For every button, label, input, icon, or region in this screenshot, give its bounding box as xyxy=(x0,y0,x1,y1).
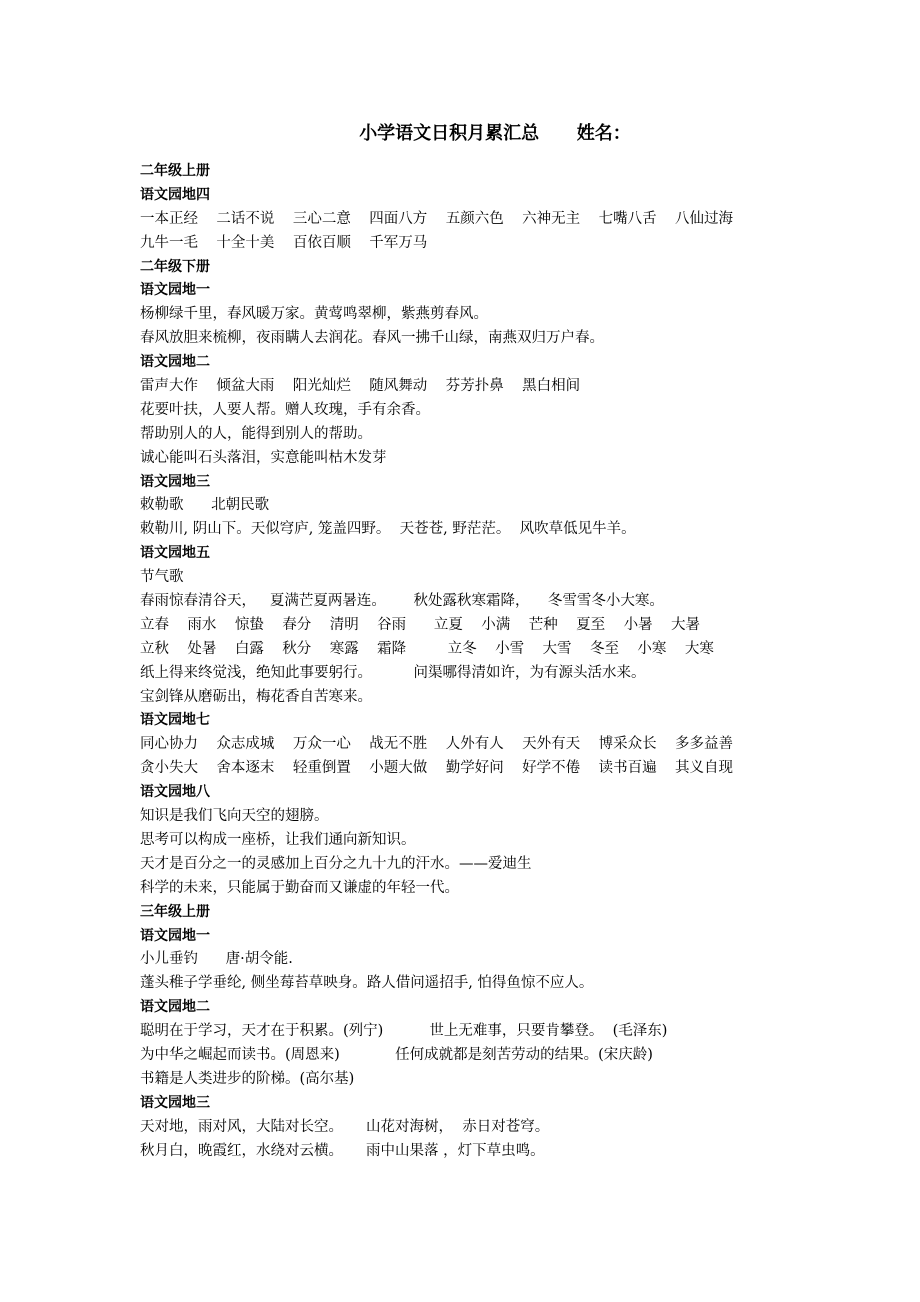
text-line: 立秋 处暑 白露 秋分 寒露 霜降 立冬 小雪 大雪 冬至 小寒 大寒 xyxy=(140,640,714,657)
text-line: 诚心能叫石头落泪，实意能叫枯木发芽 xyxy=(140,449,387,466)
text-line: 科学的未来，只能属于勤奋而又谦虚的年轻一代。 xyxy=(140,879,459,896)
text-line: 书籍是人类进步的阶梯。(高尔基) xyxy=(140,1070,355,1087)
text-line: 一本正经 二话不说 三心二意 四面八方 五颜六色 六神无主 七嘴八舌 八仙过海 xyxy=(140,210,734,227)
text-line: 纸上得来终觉浅，绝知此事要躬行。 问渠哪得清如许，为有源头活水来。 xyxy=(140,664,646,681)
text-line: 秋月白，晚霞红，水绕对云横。 雨中山果落 ，灯下草虫鸣。 xyxy=(140,1142,545,1159)
text-line: 敕勒川, 阴山下。天似穹庐, 笼盖四野。 天苍苍, 野茫茫。 风吹草低见牛羊。 xyxy=(140,521,636,538)
text-line: 春风放胆来梳柳，夜雨瞒人去润花。春风一拂千山绿，南燕双归万户春。 xyxy=(140,330,604,347)
text-line: 天才是百分之一的灵感加上百分之九十九的汗水。——爱迪生 xyxy=(140,855,532,872)
text-line: 思考可以构成一座桥，让我们通向新知识。 xyxy=(140,831,416,848)
section-heading: 语文园地三 xyxy=(140,1094,210,1111)
section-heading: 语文园地四 xyxy=(140,186,210,203)
text-line: 蓬头稚子学垂纶, 侧坐莓苔草映身。路人借问遥招手, 怕得鱼惊不应人。 xyxy=(140,975,594,992)
text-line: 帮助别人的人，能得到别人的帮助。 xyxy=(140,425,372,442)
text-line: 敕勒歌 北朝民歌 xyxy=(140,497,270,514)
grade-heading: 三年级上册 xyxy=(140,903,210,920)
text-line: 春雨惊春清谷天， 夏满芒夏两暑连。 秋处露秋寒霜降， 冬雪雪冬小大寒。 xyxy=(140,593,664,610)
text-line: 节气歌 xyxy=(140,569,184,586)
section-heading: 语文园地一 xyxy=(140,927,210,944)
text-line: 贪小失大 舍本逐末 轻重倒置 小题大做 勤学好问 好学不倦 读书百遍 其义自现 xyxy=(140,760,734,777)
text-line: 杨柳绿千里，春风暖万家。黄莺鸣翠柳，紫燕剪春风。 xyxy=(140,306,488,323)
section-heading: 语文园地二 xyxy=(140,354,210,371)
section-heading: 语文园地八 xyxy=(140,784,210,801)
text-line: 同心协力 众志成城 万众一心 战无不胜 人外有人 天外有天 博采众长 多多益善 xyxy=(140,736,734,753)
text-line: 聪明在于学习，天才在于积累。(列宁) 世上无难事，只要肯攀登。 (毛泽东) xyxy=(140,1023,668,1040)
document-title: 小学语文日积月累汇总 姓名： xyxy=(359,123,631,144)
text-line: 小儿垂钓 唐·胡令能. xyxy=(140,951,293,968)
document-page xyxy=(140,122,840,1163)
section-heading: 语文园地一 xyxy=(140,282,210,299)
grade-heading: 二年级下册 xyxy=(140,258,210,275)
section-heading: 语文园地七 xyxy=(140,712,210,729)
text-line: 宝剑锋从磨砺出，梅花香自苦寒来。 xyxy=(140,688,372,705)
text-line: 九牛一毛 十全十美 百依百顺 千军万马 xyxy=(140,234,428,251)
section-heading: 语文园地三 xyxy=(140,473,210,490)
text-line: 为中华之崛起而读书。(周恩来) 任何成就都是刻苦劳动的结果。(宋庆龄) xyxy=(140,1046,653,1063)
section-heading: 语文园地二 xyxy=(140,999,210,1016)
text-line: 天对地，雨对风，大陆对长空。 山花对海树， 赤日对苍穹。 xyxy=(140,1118,550,1135)
section-heading: 语文园地五 xyxy=(140,545,210,562)
text-line: 知识是我们飞向天空的翅膀。 xyxy=(140,808,329,825)
text-line: 雷声大作 倾盆大雨 阳光灿烂 随风舞动 芬芳扑鼻 黑白相间 xyxy=(140,378,581,395)
grade-heading: 二年级上册 xyxy=(140,163,210,179)
text-line: 立春 雨水 惊蛰 春分 清明 谷雨 立夏 小满 芒种 夏至 小暑 大暑 xyxy=(140,616,701,633)
text-line: 花要叶扶，人要人帮。赠人玫瑰，手有余香。 xyxy=(140,401,430,418)
